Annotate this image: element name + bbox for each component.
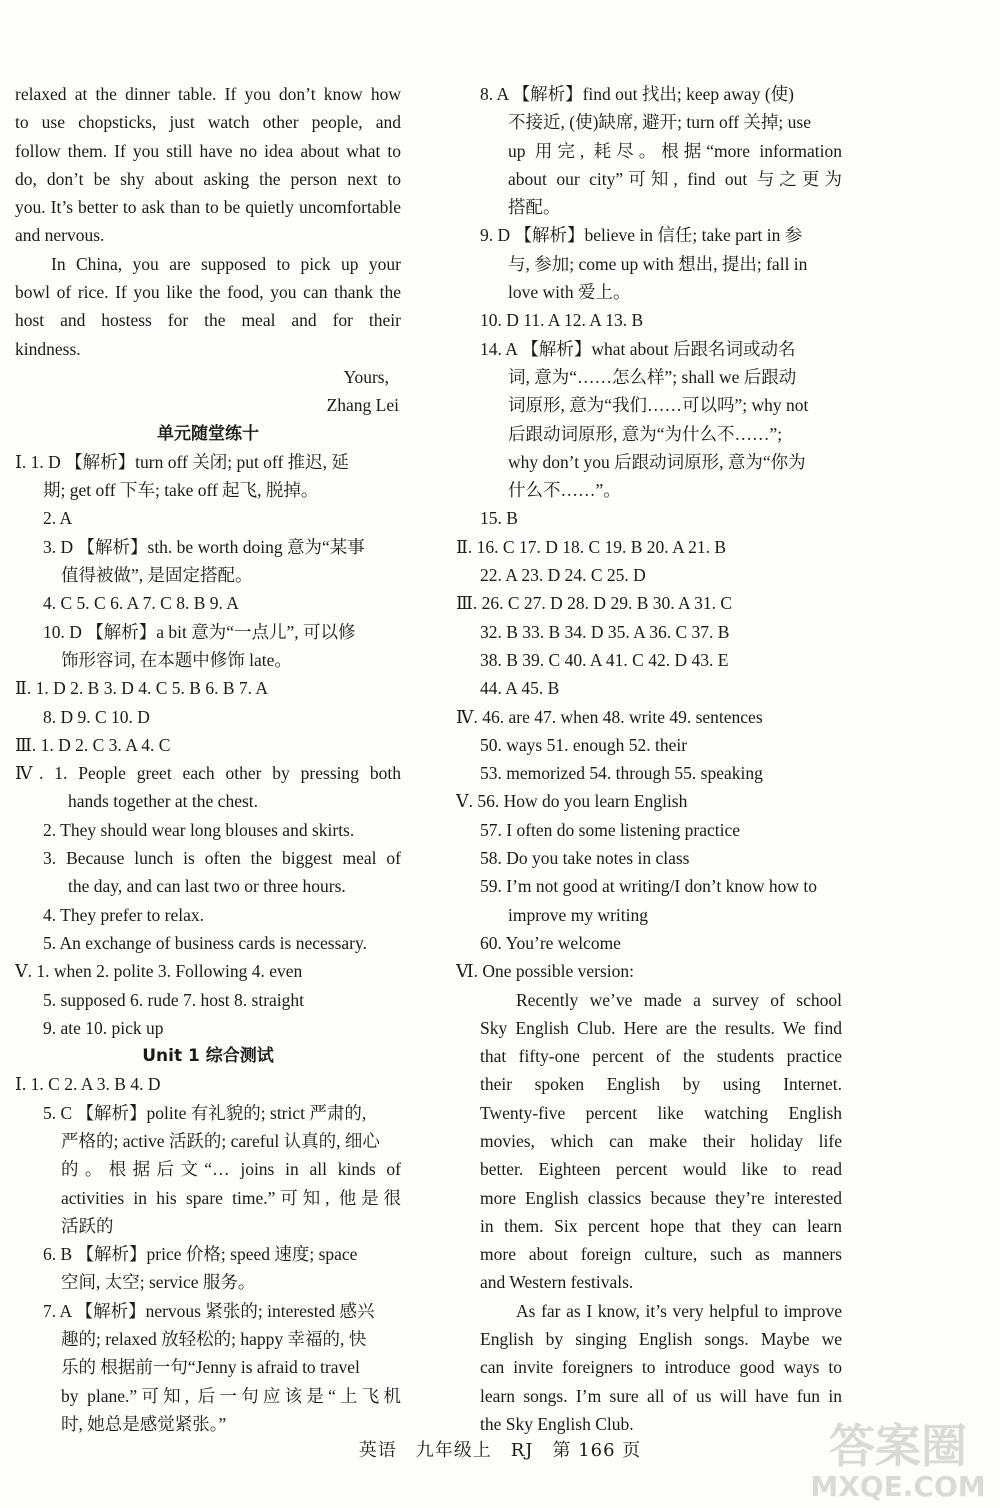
text-line: can invite foreigners to introduce good ways to (480, 1357, 842, 1378)
text-line: 2. They should wear long blouses and skirts. (43, 819, 355, 840)
text-line: 严格的; active 活跃的; careful 认真的, 细心 (61, 1130, 380, 1151)
text-line: follow them. If you still have no idea about what to (15, 140, 401, 161)
text-line: kindness. (15, 338, 81, 359)
text-line: host and hostess for the meal and for their (15, 310, 401, 331)
text-line: better. Eighteen percent would like to read (480, 1159, 842, 1180)
text-line: 9. ate 10. pick up (43, 1017, 164, 1038)
text-line: As far as I know, it’s very helpful to improve (516, 1300, 842, 1321)
text-line: that fifty-one percent of the students practice (480, 1046, 842, 1067)
text-line: 7. A 【解析】nervous 紧张的; interested 感兴 (43, 1300, 375, 1321)
text-line: Sky English Club. Here are the results. We find (480, 1017, 842, 1038)
text-line: 50. ways 51. enough 52. their (480, 734, 688, 755)
text-line: 5. An exchange of business cards is necessary. (43, 932, 367, 953)
text-line: in them. Six percent hope that they can learn (480, 1215, 842, 1236)
text-line: Ⅰ. 1. C 2. A 3. B 4. D (15, 1074, 161, 1095)
text-line: 10. D 11. A 12. A 13. B (480, 310, 644, 331)
text-line: bowl of rice. If you like the food, you can thank the (15, 282, 401, 303)
text-line: 2. A (43, 508, 73, 529)
text-line: 9. D 【解析】believe in 信任; take part in 参 (480, 225, 803, 246)
text-line: and nervous. (15, 225, 105, 246)
text-line: Recently we’ve made a survey of school (516, 989, 842, 1010)
text-line: 10. D 【解析】a bit 意为“一点儿”, 可以修 (43, 621, 356, 642)
text-line: their spoken English by using Internet. (480, 1074, 842, 1095)
text-line: 22. A 23. D 24. C 25. D (480, 565, 646, 586)
text-line: to use chopsticks, just watch other people, and (15, 112, 401, 133)
text-line: 32. B 33. B 34. D 35. A 36. C 37. B (480, 621, 730, 642)
text-line: 53. memorized 54. through 55. speaking (480, 763, 763, 784)
text-line: Ⅴ. 56. How do you learn English (456, 791, 688, 812)
text-line: Ⅵ. One possible version: (456, 961, 634, 982)
text-line: 饰形容词, 在本题中修饰 late。 (61, 649, 292, 670)
text-line: 6. B 【解析】price 价格; speed 速度; space (43, 1244, 358, 1265)
text-line: 不接近, (使)缺席, 避开; turn off 关掉; use (508, 112, 811, 133)
text-line: Ⅲ. 1. D 2. C 3. A 4. C (15, 734, 171, 755)
text-line: 8. D 9. C 10. D (43, 706, 150, 727)
text-line: Yours, (343, 366, 389, 387)
text-line: 60. You’re welcome (480, 932, 621, 953)
text-line: learn songs. I’m sure all of us will have fun in (480, 1385, 842, 1406)
text-line: why don’t you 后跟动词原形, 意为“你为 (508, 451, 806, 472)
text-line: Twenty-five percent like watching English (480, 1102, 842, 1123)
text-line: Ⅱ. 16. C 17. D 18. C 19. B 20. A 21. B (456, 536, 727, 557)
text-line: 5. C 【解析】polite 有礼貌的; strict 严肃的, (43, 1102, 367, 1123)
text-line: 活跃的 (61, 1215, 114, 1236)
text-line: 3. Because lunch is often the biggest meal of (43, 848, 401, 869)
text-line: English by singing English songs. Maybe we (480, 1329, 842, 1350)
text-line: Ⅳ. 1. People greet each other by pressing both (15, 763, 401, 784)
text-line: activities in his spare time.”可知, 他是很 (61, 1187, 401, 1208)
left-column (15, 80, 401, 1438)
text-line: Ⅲ. 26. C 27. D 28. D 29. B 30. A 31. C (456, 593, 733, 614)
text-line: 4. They prefer to relax. (43, 904, 204, 925)
text-line: 值得被做”, 是固定搭配。 (61, 565, 253, 586)
text-line: by plane.”可知, 后一句应该是“上飞机 (61, 1385, 401, 1406)
text-line: 什么不……”。 (508, 480, 621, 501)
text-line: relaxed at the dinner table. If you don’t know how (15, 84, 401, 104)
text-line: 词原形, 意为“我们……可以吗”; why not (508, 395, 809, 416)
text-line: Zhang Lei (326, 395, 399, 416)
text-line: Ⅴ. 1. when 2. polite 3. Following 4. even (15, 961, 303, 982)
text-line: 4. C 5. C 6. A 7. C 8. B 9. A (43, 593, 239, 614)
text-line: love with 爱上。 (508, 282, 631, 303)
text-line: more about foreign culture, such as manners (480, 1244, 842, 1265)
text-line: more English classics because they’re interested (480, 1187, 842, 1208)
text-line: improve my writing (508, 904, 648, 925)
text-line: 与, 参加; come up with 想出, 提出; fall in (508, 253, 808, 274)
text-line: about our city”可知, find out 与之更为 (508, 168, 842, 189)
text-line: 词, 意为“……怎么样”; shall we 后跟动 (508, 366, 797, 387)
text-line: 58. Do you take notes in class (480, 848, 690, 869)
text-line: 单元随堂练十 (157, 423, 259, 444)
text-line: 8. A 【解析】find out 找出; keep away (使) (480, 84, 794, 104)
text-line: Ⅱ. 1. D 2. B 3. D 4. C 5. B 6. B 7. A (15, 678, 269, 699)
text-line: 38. B 39. C 40. A 41. C 42. D 43. E (480, 649, 729, 670)
text-line: 3. D 【解析】sth. be worth doing 意为“某事 (43, 536, 365, 557)
watermark-title: 答案圈 (829, 1419, 967, 1473)
text-line: hands together at the chest. (68, 791, 259, 812)
text-line: 5. supposed 6. rude 7. host 8. straight (43, 989, 305, 1010)
text-line: and Western festivals. (480, 1272, 634, 1293)
text-line: Ⅰ. 1. D 【解析】turn off 关闭; put off 推迟, 延 (15, 451, 349, 472)
page-footer: 英语 九年级上 RJ 第 166 页 (358, 1440, 642, 1461)
text-line: 15. B (480, 508, 518, 529)
text-line: the day, and can last two or three hours. (68, 876, 346, 897)
text-line: 59. I’m not good at writing/I don’t know how to (480, 876, 818, 897)
text-line: up 用完, 耗尽。根据“more information (508, 140, 842, 161)
text-line: 后跟动词原形, 意为“为什么不……”; (508, 423, 783, 444)
text-line: 乐的 根据前一句“Jenny is afraid to travel (61, 1357, 360, 1378)
text-line: 的。根据后文“… joins in all kinds of (61, 1159, 401, 1180)
watermark-logo (803, 1412, 993, 1502)
text-line: 空间, 太空; service 服务。 (61, 1272, 256, 1293)
text-line: 搭配。 (508, 197, 561, 218)
text-line: movies, which can make their holiday life (480, 1130, 842, 1151)
text-line: 44. A 45. B (480, 678, 560, 699)
text-line: 14. A 【解析】what about 后跟名词或动名 (480, 338, 796, 359)
text-line: 趣的; relaxed 放轻松的; happy 幸福的, 快 (61, 1329, 367, 1350)
text-line: 期; get off 下车; take off 起飞, 脱掉。 (43, 480, 319, 501)
watermark-url: MXQE.COM (810, 1470, 986, 1502)
text-line: 时, 她总是感觉紧张。” (61, 1413, 227, 1434)
text-line: In China, you are supposed to pick up your (51, 253, 401, 274)
text-line: Unit 1 综合测试 (142, 1046, 274, 1067)
text-line: 57. I often do some listening practice (480, 819, 740, 840)
text-line: the Sky English Club. (480, 1413, 634, 1434)
text-line: do, don’t be shy about asking the person next to (15, 168, 401, 189)
right-column (456, 80, 842, 1438)
text-line: Ⅳ. 46. are 47. when 48. write 49. sentences (456, 706, 763, 727)
text-line: you. It’s better to ask than to be quietly uncomfortable (15, 197, 401, 218)
